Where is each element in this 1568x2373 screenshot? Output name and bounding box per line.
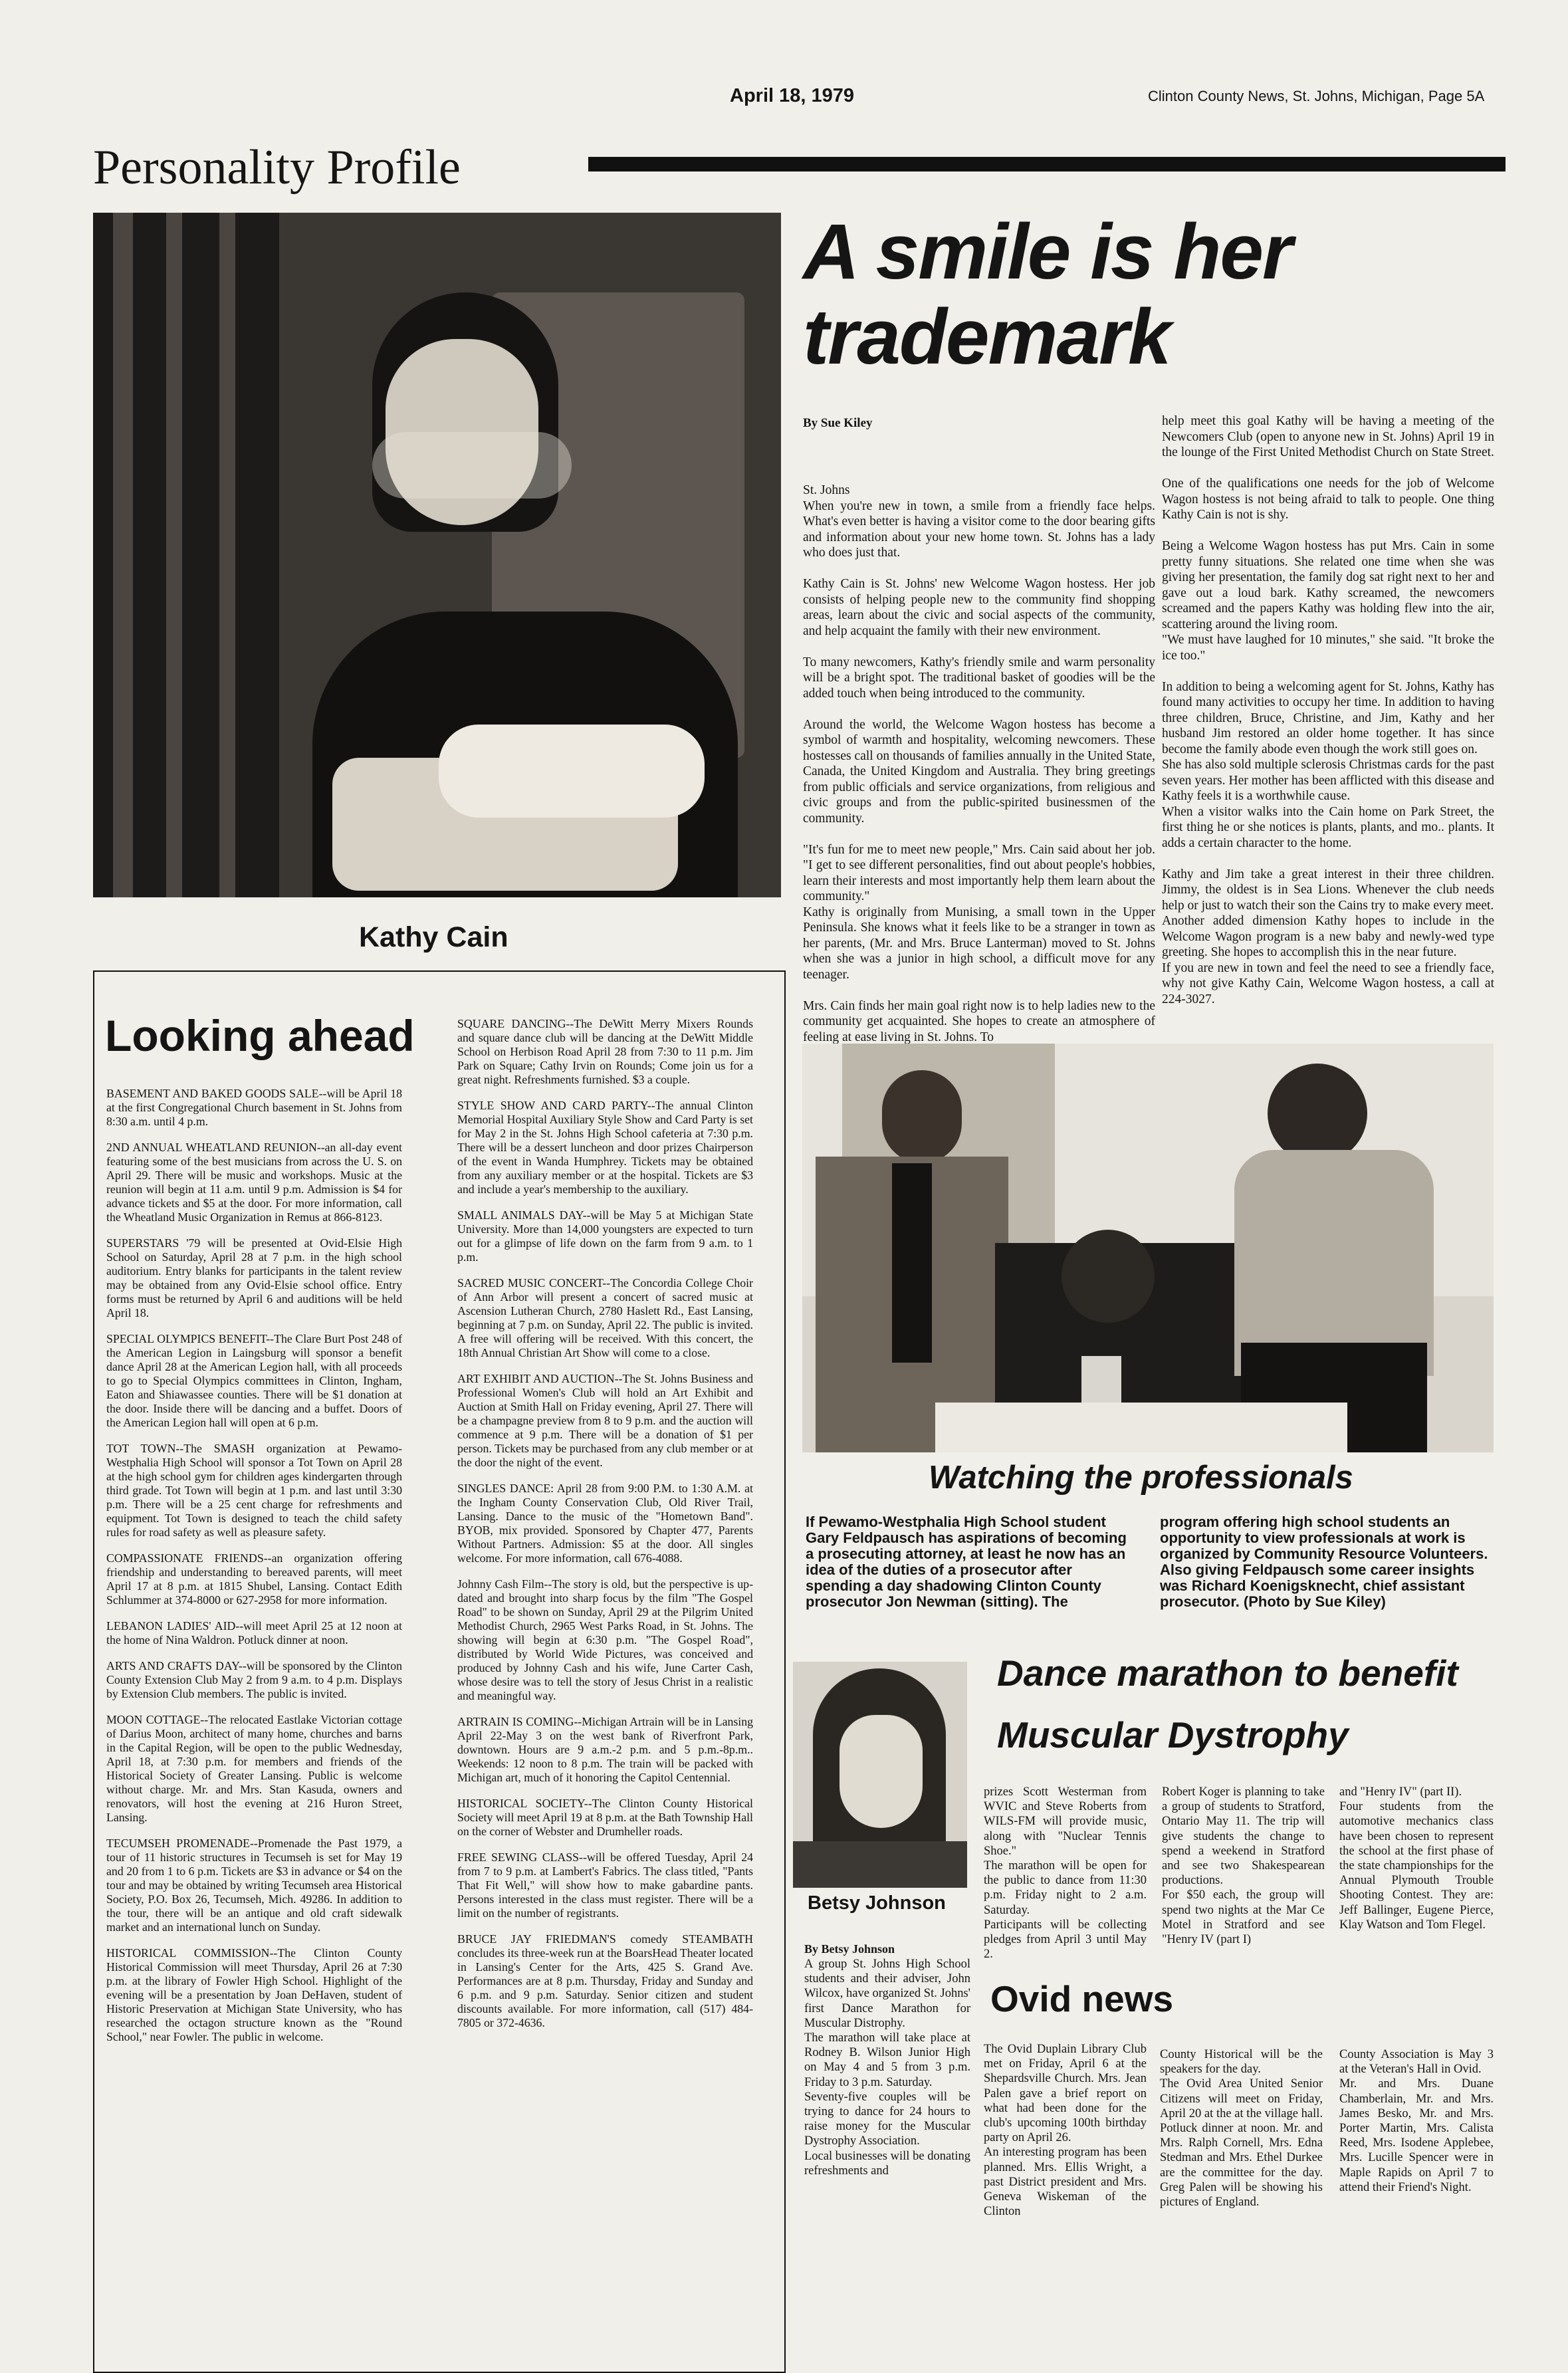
professionals-caption-left: If Pewamo-Westphalia High School student Gary Feldpausch has aspirations of becoming a prosecuting attorney, at least he now has an idea of the duties of a prosecutor after spending a day shadowing Clinton County prosecutor Jon Newman (sitting). The	[806, 1514, 1127, 1610]
professionals-photo	[802, 1044, 1494, 1452]
event-item: 2ND ANNUAL WHEATLAND REUNION--an all-day event featuring some of the best musicians from across the U. S. on April 29. There will be music and workshops. Music at the reunion will begin at 11 a.m. until 9 p.m. Admission is $4 for advance tickets and $5 at the door. For more information, call the Wheatland Music Organization in Remus at 866-8123.	[106, 1141, 402, 1224]
section-title: Personality Profile	[93, 140, 461, 195]
event-item: HISTORICAL SOCIETY--The Clinton County Historical Society will meet April 19 at 8 p.m. at the Bath Township Hall on the corner of Webster and Drumheller roads.	[457, 1797, 753, 1838]
ovid-column-3: County Association is May 3 at the Veteran's Hall in Ovid. Mr. and Mrs. Duane Chamberlain, Mr. and Mrs. James Besko, Mr. and Mrs. Porter Martin, Mrs. Calista Reed, Mrs. Isodene Applebee, Mrs. Lucille Spencer were in Maple Rapids on April 7 to attend their Friend's Night.	[1339, 2048, 1494, 2194]
event-item: ARTRAIN IS COMING--Michigan Artrain will be in Lansing April 22-May 3 on the west bank of Riverfront Park, downtown. Hours are 9 a.m.-2 p.m. and 5 p.m.-8p.m.. Weekends: 12 noon to 8 p.m. The train will be packed with Michigan art, much of it honoring the Capitol Centennial.	[457, 1715, 753, 1784]
dance-headline-1: Dance marathon to benefit	[997, 1652, 1458, 1694]
dance-column-3: Robert Koger is planning to take a group of students to Stratford, Ontario May 11. The trip will give students the change to spend a weekend in Stratford and see two Shakespearean productions. For $50 each, the group will spend two nights at the Mar Ce Motel in Stratford and see "Henry IV (part I)	[1162, 1785, 1325, 1947]
issue-date: April 18, 1979	[730, 85, 854, 106]
event-item: COMPASSIONATE FRIENDS--an organization offering friendship and understanding to bereaved parents, will meet April 17 at 8 p.m. at 1815 Shubel, Lansing. Contact Edith Schlummer at 374-8000 or 627-2958 for more information.	[106, 1551, 402, 1607]
event-item: FREE SEWING CLASS--will be offered Tuesday, April 24 from 7 to 9 p.m. at Lambert's Fabrics. The class titled, "Pants That Fit Well," will show how to make gabardine pants. Persons interested in the class must register. There will be a limit on the number of registrants.	[457, 1851, 753, 1920]
ovid-column-2: County Historical will be the speakers for the day. The Ovid Area United Senior Citizens will meet on Friday, April 20 at the at the village hall. Potluck dinner at noon. Mr. and Mrs. Ralph Cornell, Mrs. Edna Stedman and Mrs. Ethel Durkee are the committee for the day. Greg Palen will be showing his pictures of England.	[1160, 2048, 1323, 2209]
event-item: ARTS AND CRAFTS DAY--will be sponsored by the Clinton County Extension Club May 2 from 9 a.m. to 4 p.m. Displays by Extension Club members. The public is invited.	[106, 1659, 402, 1700]
event-item: BRUCE JAY FRIEDMAN'S comedy STEAMBATH concludes its three-week run at the BoarsHead Theater located in Lansing's Center for the Arts, 425 S. Grand Ave. Performances are at 8 p.m. Thursday, Friday and Sunday and 6 p.m. and 9 p.m. Saturday. Senior citizen and student discounts available. For more information, call (517) 484-7805 or 372-4636.	[457, 1932, 753, 2029]
event-item: SINGLES DANCE: April 28 from 9:00 P.M. to 1:30 A.M. at the Ingham County Conservation Club, Old River Trail, Lansing. Dance to the music of the "Hometown Band". BYOB, mix provided. Sponsored by Chapter 477, Parents Without Partners. Admission: $5 at the door. All singles welcome. For more information, call 676-4088.	[457, 1482, 753, 1565]
event-item: TECUMSEH PROMENADE--Promenade the Past 1979, a tour of 11 historic structures in Tecumseh is set for May 19 and 20 from 1 to 6 p.m. Tickets are $3 in advance or $4 on the tour and may be obtained by writing Tecumseh area Historical Society, P.O. Box 26, Tecumseh, Mich. 49286. In addition to the tour, there will be an antique and old craft sidewalk market and an international lunch on Sunday.	[106, 1837, 402, 1934]
event-item: SACRED MUSIC CONCERT--The Concordia College Choir of Ann Arbor will present a concert of sacred music at Ascension Lutheran Church, 2780 Haslett Rd., East Lansing, beginning at 7 p.m. on Sunday, April 22. The public is invited. A free will offering will be received. With this concert, the 18th Annual Christian Art Show will come to a close.	[457, 1276, 753, 1359]
professionals-caption-right: program offering high school students an opportunity to view professionals at work is organized by Community Resource Volunteers. Also giving Feldpausch some career insights was Richard Koenigsknecht, chief assistant prosecutor. (Photo by Sue Kiley)	[1160, 1514, 1488, 1610]
event-item: SQUARE DANCING--The DeWitt Merry Mixers Rounds and square dance club will be dancing at the DeWitt Middle School on Herbison Road April 28 from 7:30 to 11 p.m. Jim Park on Square; Cathy Irvin on Rounds; Come join us for a great night. Refreshments furnished. $3 a couple.	[457, 1017, 753, 1086]
section-rule	[588, 157, 1506, 171]
dance-column-1: A group St. Johns High School students and their adviser, John Wilcox, have organized St. Johns' first Dance Marathon for Muscular Distrophy. The marathon will take place at Rodney B. Wilson Junior High on May 4 and 5 from 3 p.m. Friday to 3 p.m. Saturday. Seventy-five couples will be trying to dance for 24 hours to raise money for the Muscular Dystrophy Association. Local businesses will be donating refreshments and	[804, 1958, 970, 2178]
profile-byline: By Sue Kiley	[803, 416, 873, 430]
event-item: ART EXHIBIT AND AUCTION--The St. Johns Business and Professional Women's Club will hold an Art Exhibit and Auction at Smith Hall on Friday evening, April 27. There will be a champagne preview from 8 to 9 p.m. and the auction will commence at 9 p.m. There will be a donation of $1 per person. Tickets may be purchased from any club member or at the door the night of the event.	[457, 1372, 753, 1469]
ovid-column-1: The Ovid Duplain Library Club met on Friday, April 6 at the Shepardsville Church. Mrs. Jean Palen gave a brief report on what had been done for the club's upcoming 100th birthday party on April 26. An interesting program has been planned. Mrs. Ellis Wright, a past District president and Mrs. Geneva Wiskeman of the Clinton	[984, 2043, 1147, 2219]
event-item: BASEMENT AND BAKED GOODS SALE--will be April 18 at the first Congregational Church basement in St. Johns from 8:30 a.m. until 4 p.m.	[106, 1087, 402, 1128]
kathy-cain-photo	[93, 213, 781, 897]
looking-ahead-column-1	[106, 1087, 402, 2056]
betsy-johnson-caption: Betsy Johnson	[808, 1892, 946, 1914]
paper-info: Clinton County News, St. Johns, Michigan, Page 5A	[1148, 88, 1485, 104]
event-item: HISTORICAL COMMISSION--The Clinton County Historical Commission will meet Thursday, April 26 at 7:30 p.m. at the library of Fowler High School. Highlight of the evening will be a presentation by Joan DeHaven, student of Historic Preservation at Michigan State University, who has researched the octagon structure known as the "Round School," near Fowler. The public in welcome.	[106, 1946, 402, 2043]
profile-headline: A smile is her trademark	[803, 208, 1291, 381]
looking-ahead-column-2	[457, 1017, 753, 2042]
dance-column-2: prizes Scott Westerman from WVIC and Steve Roberts from WILS-FM will provide music, along with "Nuclear Tennis Shoe." The marathon will be open for the public to dance from 11:30 p.m. Friday night to 2 a.m. Saturday. Participants will be collecting pledges from April 3 until May 2.	[984, 1785, 1147, 1962]
dance-byline: By Betsy Johnson	[804, 1942, 895, 1956]
event-item: STYLE SHOW AND CARD PARTY--The annual Clinton Memorial Hospital Auxiliary Style Show and Card Party is set for May 2 in the St. Johns High School cafeteria at 7:30 p.m. There will be a dessert luncheon and door prizes Chairperson of the event in Wanda Humphrey. Tickets may be obtained from any auxiliary member or at the hospital. Tickets are $3 and include a year's membership to the auxiliary.	[457, 1099, 753, 1196]
event-item: Johnny Cash Film--The story is old, but the perspective is up-dated and brought into sharp focus by the film "The Gospel Road" to be shown on Sunday, April 29 at the Pilgrim United Methodist Church, 2965 West Parks Road, in St. Johns. The showing will begin at 6:30 p.m. "The Gospel Road", distributed by World Wide Pictures, was conceived and produced by Johnny Cash and his wife, June Carter Cash, whose desire was to tell the story of Jesus Christ in a realistic and meaningful way.	[457, 1577, 753, 1702]
profile-column-1: St. Johns When you're new in town, a smile from a friendly face helps. What's even better is having a visitor come to the door bearing gifts and information about your new home town. St. Johns has a lady who does just that. Kathy Cain is St. Johns' new Welcome Wagon hostess. Her job consists of helping people new to the community find shopping areas, learn about the civic and social aspects of the community, and help acquaint the family with their new environment. To many newcomers, Kathy's friendly smile and warm personality will be a bright spot. The traditional basket of goodies will be the added touch when being introduced to the community. Around the world, the Welcome Wagon hostess has become a symbol of warmth and hospitality, welcoming newcomers. These hostesses call on thousands of families annually in the United State, Canada, the United Kingdom and Australia. They bring greetings from public officials and service organizations, from religious and civic groups and from the public-spirited businessmen of the community. "It's fun for me to meet new people," Mrs. Cain said about her job. "I get to see different personalities, find out about people's hobbies, learn their interests and most importantly help them learn about the community." Kathy is originally from Munising, a small town in the Upper Peninsula. She knows what it feels like to be a stranger in town as her parents, (Mr. and Mrs. Bruce Lanterman) moved to St. Johns when she was a junior in high school, a difficult move for any teenager. Mrs. Cain finds her main goal right now is to help ladies new to the community get acquainted. She hopes to create an atmosphere of feeling at ease living in St. Johns. To	[803, 483, 1155, 1044]
event-item: TOT TOWN--The SMASH organization at Pewamo-Westphalia High School will sponsor a Tot Town on April 28 at the high school gym for children ages kindergarten through third grade. Tot Town will begin at 1 p.m. and last until 3:30 p.m. There will be a 25 cent charge for refreshments and equipment. Tot Town is designed to teach the child safety rules for road safety as well as pleasure safety.	[106, 1442, 402, 1539]
event-item: SPECIAL OLYMPICS BENEFIT--The Clare Burt Post 248 of the American Legion in Laingsburg will sponsor a benefit dance April 28 at the American Legion hall, with all proceeds to go to Special Olympics committees in Clinton, Ingham, Eaton and Shiawassee counties. There will be $1 donation at the door. Inside there will be dancing and a buffet. Doors of the American Legion hall will open at 6 p.m.	[106, 1332, 402, 1429]
event-item: LEBANON LADIES' AID--will meet April 25 at 12 noon at the home of Nina Waldron. Potluck dinner at noon.	[106, 1619, 402, 1646]
event-item: SMALL ANIMALS DAY--will be May 5 at Michigan State University. More than 14,000 youngsters are expected to turn out for a glimpse of life down on the farm from 9 a.m. to 1 p.m.	[457, 1208, 753, 1264]
event-item: MOON COTTAGE--The relocated Eastlake Victorian cottage of Darius Moon, architect of many home, churches and barns in the Capital Region, will be open to the public Wednesday, April 18, at 7:30 p.m. for members and friends of the Historical Society of Greater Lansing. Public is welcome without charge. Mr. and Mrs. Stan Kasuda, owners and renovators, will host the evening at 216 Huron Street, Lansing.	[106, 1713, 402, 1824]
looking-ahead-title: Looking ahead	[105, 1011, 415, 1060]
professionals-headline: Watching the professionals	[929, 1460, 1353, 1496]
kathy-cain-caption: Kathy Cain	[359, 921, 508, 953]
event-item: SUPERSTARS '79 will be presented at Ovid-Elsie High School on Saturday, April 28 at 7 p.m. in the high school auditorium. Entry blanks for participants in the talent review may be obtained from any Ovid-Elsie school office. Entry forms must be returned by April 6 and auditions will be held April 18.	[106, 1236, 402, 1319]
dance-column-4: and "Henry IV" (part II). Four students from the automotive mechanics class have been chosen to represent the school at the first phase of the state championships for the Annual Plymouth Trouble Shooting Contest. They are: Jeff Ballinger, Eugene Pierce, Klay Watson and Tom Flegel.	[1339, 1785, 1494, 1932]
ovid-headline: Ovid news	[990, 1978, 1174, 2019]
profile-column-2: help meet this goal Kathy will be having a meeting of the Newcomers Club (open to anyone new in St. Johns) April 19 in the lounge of the First United Methodist Church on State Street. One of the qualifications one needs for the job of Welcome Wagon hostess is not being afraid to talk to people. One thing Kathy Cain is not is shy. Being a Welcome Wagon hostess has put Mrs. Cain in some pretty funny situations. She related one time when she was giving her presentation, the family dog sat right next to her and gave out a loud bark. Kathy screamed, the newcomers screamed and the papers Kathy was holding flew into the air, scattering around the living room. "We must have laughed for 10 minutes," she said. "It broke the ice too." In addition to being a welcoming agent for St. Johns, Kathy has found many activities to occupy her time. In addition to having three children, Bruce, Christine, and Jim, Kathy and her husband Jim restored an older home together. It has since become the family abode even though the work still goes on. She has also sold multiple sclerosis Christmas cards for the past seven years. Her mother has been afflicted with this disease and Kathy feels it is a worthwhile cause. When a visitor walks into the Cain home on Park Street, the first thing he or she notices is plants, plants, and mo.. plants. It adds a certain character to the home. Kathy and Jim take a great interest in their three children. Jimmy, the oldest is in Sea Lions. Whenever the club needs help or just to watch their son the Cains try to make every meet. Another added dimension Kathy hopes to include in the Welcome Wagon program is a new baby and newly-wed type greeting. She hopes to accomplish this in the near future. If you are new in town and feel the need to see a friendly face, why not give Kathy Cain, Welcome Wagon hostess, a call at 224-3027.	[1162, 414, 1494, 1006]
betsy-johnson-photo	[793, 1662, 967, 1888]
dance-headline-2: Muscular Dystrophy	[997, 1714, 1349, 1755]
